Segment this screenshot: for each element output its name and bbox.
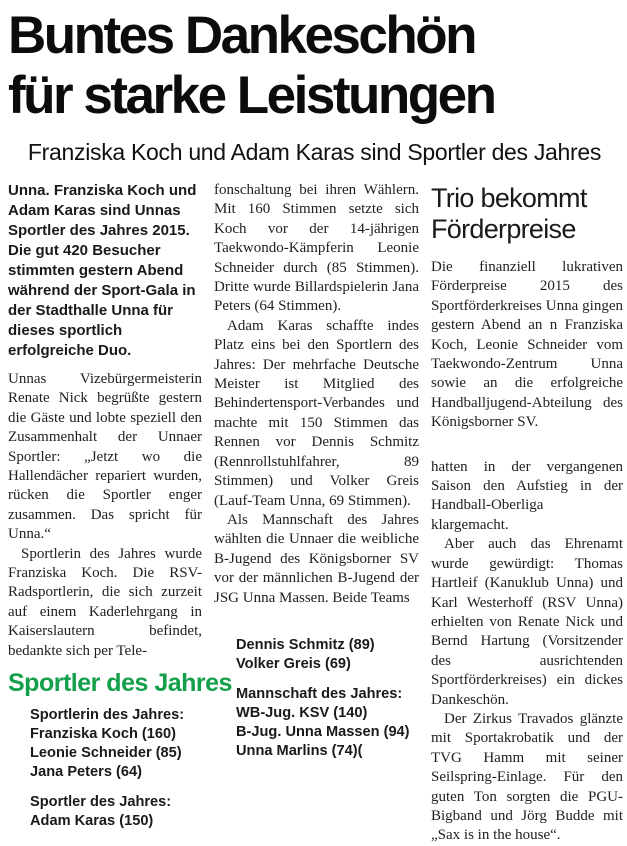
infobox-title: Sportler des Jahres [8, 669, 232, 698]
article-header [8, 6, 621, 166]
trio-body-paragraph: Die finanziell lukrativen Förderpreise 2015 des Sportförderkreises Unna gingen gestern Abend an n Franziska Koch, Leonie Schneider vom Taekwondo-Zentrum Unna sowie an die erfolgreiche Handballjugend-Abteilung des Königsborner SV. [431, 259, 623, 431]
infobox-group-heading: Sportlerin des Jahres: [30, 707, 185, 724]
infobox-list-item: Franziska Koch (160) [30, 726, 176, 743]
headline-line-1: Buntes Dankeschön [8, 6, 476, 65]
infobox-group-heading: Mannschaft des Jahres: [236, 685, 403, 702]
infobox-list-item: Unna Marlins (74)( [236, 742, 363, 759]
infobox-list-item: Jana Peters (64) [30, 764, 142, 781]
column-2 [214, 181, 419, 761]
column-1 [8, 181, 232, 831]
subtitle: Franziska Koch und Adam Karas sind Sportler des Jahres [27, 139, 602, 165]
column-3 [431, 181, 623, 846]
infobox-list-item: Dennis Schmitz (89) [236, 636, 375, 653]
body-paragraph: Als Mannschaft des Jahres wählten die Unnaer die weibliche B-Jugend des Königsborner SV vor der männlichen B-Jugend der JSG Unna Massen. Beide Teams [214, 511, 419, 606]
infobox-list-item: WB-Jug. KSV (140) [236, 704, 368, 721]
lead-paragraph: Unna. Franziska Koch und Adam Karas sind Unnas Sportler des Jahres 2015. Die gut 420 Besucher stimmten gestern Abend während der Sport-Gala in der Stadthalle Unna für dieses sportlich erfolgreiche Duo. [8, 182, 197, 359]
list-gap [30, 782, 202, 793]
body-paragraph: Adam Karas schaffte indes Platz eins bei den Sportlern des Jahres: Der mehrfache Deutsche Meister ist Mitglied des Behindertensport-Verbandes und machte mit 150 Stimmen das Rennen vor Dennis Schmitz (Rennrollstuhlfahrer, 89 Stimmen) und Volker Greis (Lauf-Team Unna, 69 Stimmen). [214, 317, 419, 509]
infobox-right-list [214, 636, 419, 761]
infobox-list-item: Leonie Schneider (85) [30, 745, 182, 762]
body-paragraph: Unnas Vizebürgermeisterin Renate Nick begrüßte gestern die Gäste und lobte speziell den Zusammenhalt der Unnaer Sportler: „Jetzt wo die Hallendächer repariert wurden, rücken die Sportler enger zusammen. Das spricht für Unna.“ [8, 371, 202, 543]
body-paragraph: hatten in der vergangenen Saison den Aufstieg in der Handball-Oberliga klargemacht. [431, 458, 623, 533]
article-columns [8, 181, 621, 846]
body-paragraph: Sportlerin des Jahres wurde Franziska Koch. Die RSV-Radsportlerin, die sich zurzeit auf einem Kaderlehrgang in Kaiserslautern befindet, bedankte sich per Tele- [8, 545, 202, 659]
trio-section-heading: Trio bekommt Förderpreise [431, 183, 587, 244]
body-paragraph: fonschaltung bei ihren Wählern. Mit 160 Stimmen setzte sich Koch vor der 14-jährigen Taekwondo-Kämpferin Leonie Schneider durch (85 Stimmen). Dritte wurde Billardspielerin Jana Peters (64 Stimmen). [214, 182, 419, 315]
infobox-group-heading: Sportler des Jahres: [30, 794, 172, 811]
infobox-list-item: B-Jug. Unna Massen (94) [236, 723, 410, 740]
infobox-left-list [8, 706, 202, 831]
headline-line-2: für starke Leistungen [8, 66, 495, 125]
infobox-list-item: Adam Karas (150) [30, 813, 154, 830]
body-paragraph: Aber auch das Ehrenamt wurde gewürdigt: Thomas Hartleif (Kanuklub Unna) und Karl Westerhoff (RSV Unna) erhielten von Renate Nick und Bernd Hartung (Vorsitzender des ausrichtenden Sportförderkreises) ein dickes Dankeschön. [431, 536, 623, 708]
list-gap [236, 674, 419, 685]
body-paragraph: Der Zirkus Travados glänzte mit Sportakrobatik und der TVG Hamm mit seiner Seilspring-Einlage. Für den guten Ton sorgten die PGU-Bigband und Jörg Budde mit „Sax is in the house“. [431, 710, 623, 844]
infobox-list-item: Volker Greis (69) [236, 655, 351, 672]
